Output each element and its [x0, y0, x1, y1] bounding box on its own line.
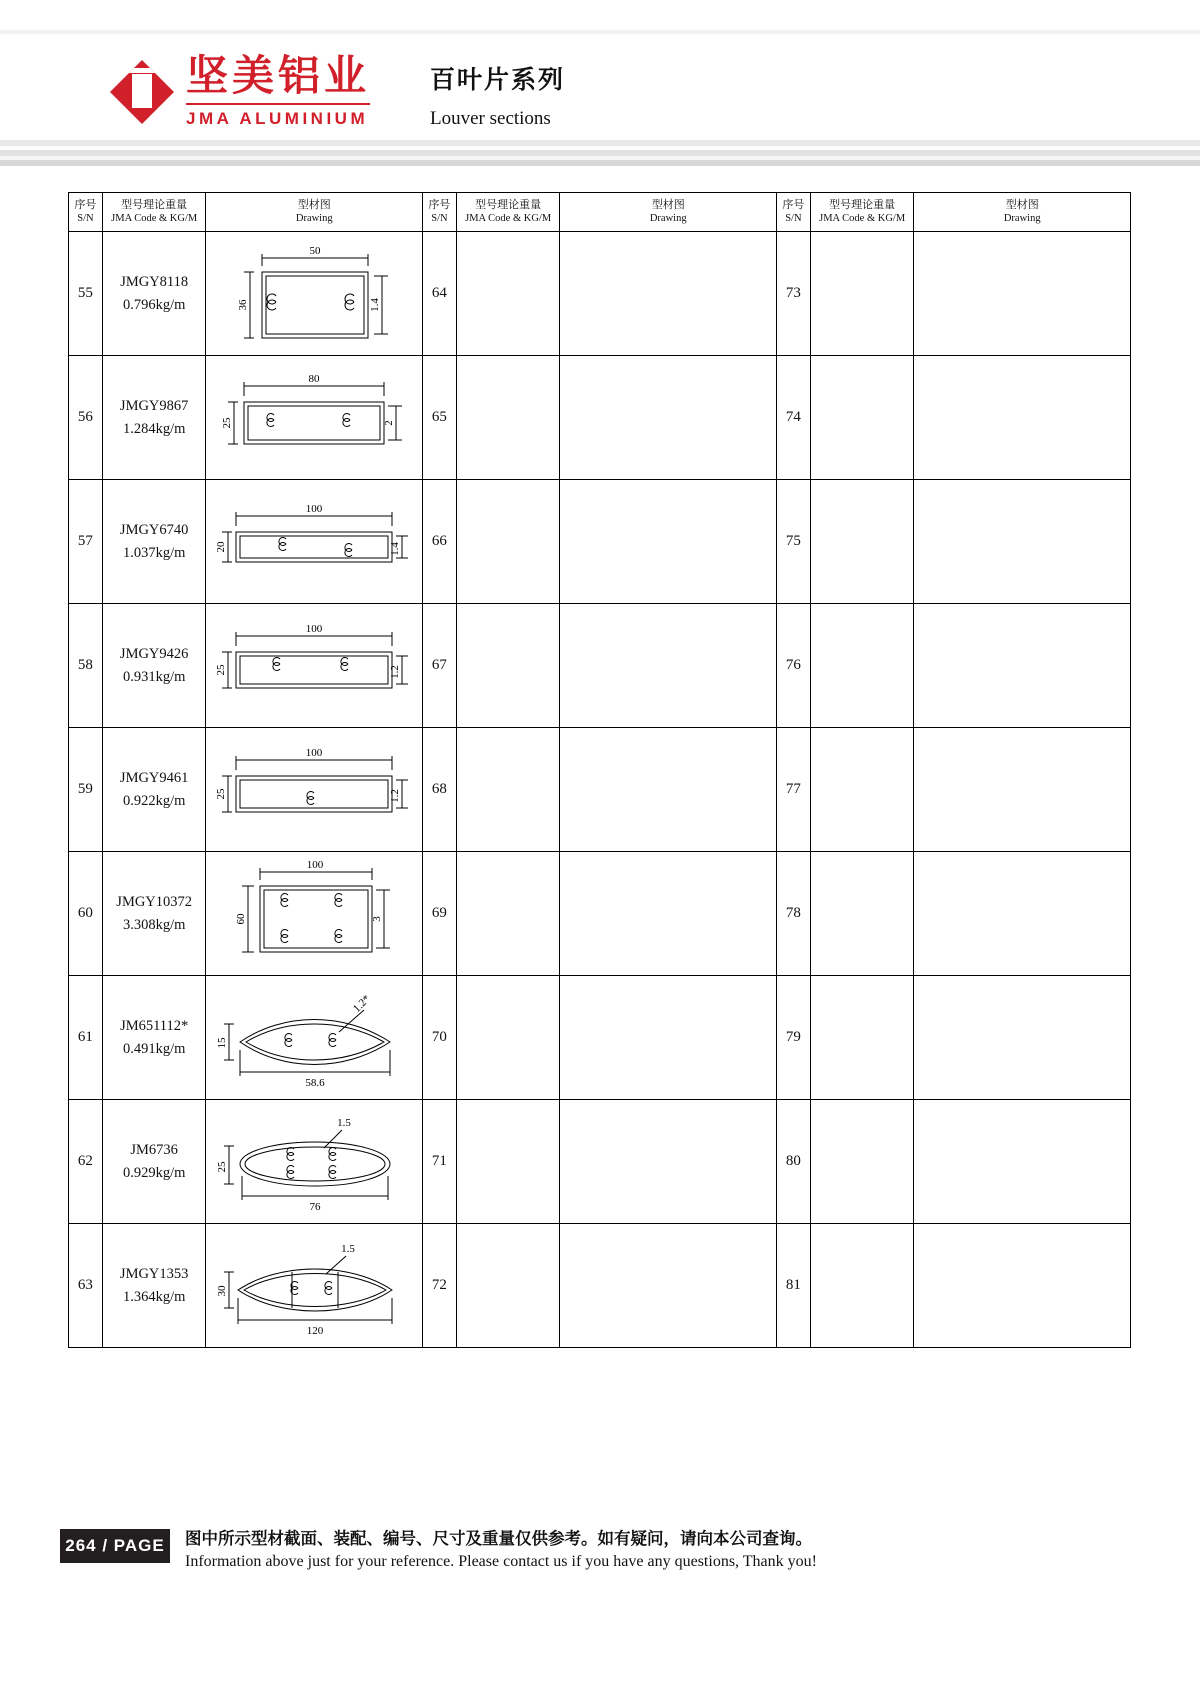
dim-left: 30 [216, 1285, 229, 1297]
header-code-cn-1: 型号理论重量 [121, 198, 188, 212]
cell-sn: 72 [422, 1224, 456, 1348]
table-row [69, 976, 1131, 1100]
cell-drawing [914, 232, 1131, 356]
header-sn-en-1: S/N [77, 213, 94, 225]
dim-top: 100 [305, 503, 323, 515]
cell-sn: 60 [69, 852, 103, 976]
cell-code [456, 728, 560, 852]
dim-right: 1.4 [369, 298, 382, 312]
table-row [69, 728, 1131, 852]
cell-drawing [206, 232, 423, 356]
dim-left: 15 [216, 1037, 229, 1049]
cell-sn: 78 [776, 852, 810, 976]
cell-code [456, 976, 560, 1100]
cell-code [810, 976, 914, 1100]
page-title-en: Louver sections [430, 108, 551, 129]
cell-drawing [560, 356, 777, 480]
profile-weight: 0.931kg/m [122, 668, 186, 685]
header-sn-2 [422, 193, 456, 232]
cell-code [810, 728, 914, 852]
cell-drawing [914, 604, 1131, 728]
cell-sn: 77 [776, 728, 810, 852]
cell-sn: 57 [69, 480, 103, 604]
cell-code [102, 356, 206, 480]
cell-sn: 58 [69, 604, 103, 728]
header-sn-en-3: S/N [785, 213, 802, 225]
header-code-en-2: JMA Code & KG/M [465, 213, 552, 225]
cell-drawing [914, 976, 1131, 1100]
profile-weight: 1.037kg/m [122, 544, 186, 561]
cell-drawing [206, 1224, 423, 1348]
page-title [430, 60, 565, 130]
page-footer [0, 1515, 1200, 1585]
header-code-en-3: JMA Code & KG/M [819, 213, 906, 225]
cell-code [456, 232, 560, 356]
dim-lead: 1.5 [341, 1243, 356, 1255]
header-code-cn-2: 型号理论重量 [475, 198, 542, 212]
cell-sn: 80 [776, 1100, 810, 1224]
table-row [69, 232, 1131, 356]
cell-code [102, 604, 206, 728]
profile-code: JMGY10372 [116, 894, 193, 911]
dim-top: 50 [309, 245, 321, 257]
dim-bottom: 58.6 [305, 1077, 325, 1089]
dim-left: 25 [215, 788, 228, 800]
cell-sn: 81 [776, 1224, 810, 1348]
cell-drawing [206, 1100, 423, 1224]
profile-weight: 1.284kg/m [122, 420, 186, 437]
header-code-2 [456, 193, 560, 232]
profile-code: JMGY8118 [120, 274, 189, 291]
cell-sn: 67 [422, 604, 456, 728]
cell-code [456, 852, 560, 976]
cell-sn: 65 [422, 356, 456, 480]
header-drawing-1 [206, 193, 423, 232]
table-row [69, 852, 1131, 976]
cell-sn: 59 [69, 728, 103, 852]
cell-drawing [914, 728, 1131, 852]
header-code-cn-3: 型号理论重量 [829, 198, 896, 212]
header-drawing-en-3: Drawing [1003, 213, 1041, 225]
profile-code: JM651112* [120, 1018, 189, 1035]
cell-sn: 68 [422, 728, 456, 852]
cell-code [102, 480, 206, 604]
profile-weight: 0.922kg/m [122, 792, 186, 809]
cell-drawing [914, 852, 1131, 976]
cell-sn: 79 [776, 976, 810, 1100]
cell-code [810, 356, 914, 480]
cell-drawing [560, 604, 777, 728]
cell-code [810, 1100, 914, 1224]
profile-code: JMGY9867 [119, 398, 189, 415]
profile-weight: 1.364kg/m [122, 1288, 186, 1305]
cell-drawing [560, 728, 777, 852]
table-row [69, 480, 1131, 604]
cell-sn: 62 [69, 1100, 103, 1224]
dim-left: 25 [216, 1161, 229, 1173]
dim-bottom: 120 [306, 1325, 324, 1337]
page-header [0, 0, 1200, 170]
header-sn-3 [776, 193, 810, 232]
cell-sn: 70 [422, 976, 456, 1100]
header-drawing-en-1: Drawing [295, 213, 333, 225]
dim-top: 100 [306, 859, 324, 871]
table-row [69, 604, 1131, 728]
profile-code: JMGY9461 [119, 770, 189, 787]
dim-right: 1.4 [389, 542, 402, 556]
cell-sn: 55 [69, 232, 103, 356]
brand-name-cn: 坚美铝业 [186, 51, 371, 100]
cell-drawing [560, 1224, 777, 1348]
dim-left: 36 [237, 299, 250, 311]
dim-left: 25 [215, 664, 228, 676]
dim-lead: 1.2* [351, 992, 374, 1015]
profile-code: JMGY9426 [119, 646, 189, 663]
cell-drawing [914, 1100, 1131, 1224]
dim-right: 2 [383, 420, 396, 426]
header-sn-en-2: S/N [431, 213, 448, 225]
cell-code [102, 232, 206, 356]
cell-sn: 64 [422, 232, 456, 356]
cell-code [456, 1100, 560, 1224]
table-row [69, 356, 1131, 480]
cell-code [102, 976, 206, 1100]
cell-sn: 56 [69, 356, 103, 480]
table-header-row [69, 193, 1131, 232]
header-drawing-2 [560, 193, 777, 232]
dim-right: 1.2 [389, 789, 402, 803]
header-sn-cn-2: 序号 [428, 198, 451, 212]
header-code-en-1: JMA Code & KG/M [111, 213, 198, 225]
dim-left: 25 [221, 417, 234, 429]
cell-code [456, 480, 560, 604]
cell-sn: 63 [69, 1224, 103, 1348]
cell-code [810, 232, 914, 356]
dim-right: 1.2 [389, 665, 402, 679]
cell-code [102, 1224, 206, 1348]
table-row [69, 1224, 1131, 1348]
header-drawing-cn-2: 型材图 [651, 198, 685, 212]
jma-diamond-logo-icon [110, 60, 174, 124]
cell-drawing [560, 480, 777, 604]
footer-note-en: Information above just for your reference. Please contact us if you have any questions, Thank you! [185, 1553, 817, 1570]
cell-code [102, 1100, 206, 1224]
dim-top: 80 [308, 373, 320, 385]
cell-code [810, 852, 914, 976]
cell-code [456, 1224, 560, 1348]
profile-weight: 0.491kg/m [122, 1040, 186, 1057]
cell-drawing [206, 356, 423, 480]
table-row [69, 1100, 1131, 1224]
profile-weight: 0.929kg/m [122, 1164, 186, 1181]
cell-drawing [560, 1100, 777, 1224]
cell-sn: 74 [776, 356, 810, 480]
cell-code [102, 728, 206, 852]
dim-left: 60 [235, 913, 248, 925]
header-sn-cn-1: 序号 [74, 198, 97, 212]
cell-sn: 69 [422, 852, 456, 976]
cell-sn: 71 [422, 1100, 456, 1224]
cell-code [810, 1224, 914, 1348]
cell-code [456, 356, 560, 480]
cell-drawing [914, 356, 1131, 480]
cell-code [102, 852, 206, 976]
header-code-3 [810, 193, 914, 232]
cell-sn: 61 [69, 976, 103, 1100]
cell-sn: 66 [422, 480, 456, 604]
header-drawing-3 [914, 193, 1131, 232]
header-sn-1 [69, 193, 103, 232]
cell-code [456, 604, 560, 728]
dim-lead: 1.5 [337, 1117, 352, 1129]
profile-weight: 0.796kg/m [122, 296, 186, 313]
brand-logo [110, 51, 371, 129]
dim-top: 100 [305, 747, 323, 759]
profile-code: JMGY1353 [119, 1266, 189, 1283]
cell-drawing [914, 1224, 1131, 1348]
cell-drawing [560, 976, 777, 1100]
dim-bottom: 76 [309, 1201, 321, 1213]
profile-weight: 3.308kg/m [122, 916, 186, 933]
cell-drawing [206, 852, 423, 976]
cell-drawing [206, 480, 423, 604]
header-drawing-cn-1: 型材图 [297, 198, 331, 212]
header-drawing-en-2: Drawing [649, 213, 687, 225]
cell-code [810, 480, 914, 604]
sections-table [68, 192, 1131, 1348]
dim-left: 20 [215, 541, 228, 553]
header-code-1 [102, 193, 206, 232]
cell-drawing [206, 728, 423, 852]
cell-drawing [914, 480, 1131, 604]
header-drawing-cn-3: 型材图 [1005, 198, 1039, 212]
header-sn-cn-3: 序号 [782, 198, 805, 212]
cell-drawing [560, 852, 777, 976]
page-title-cn: 百叶片系列 [430, 65, 566, 94]
profile-code: JMGY6740 [119, 522, 189, 539]
footer-note-cn: 图中所示型材截面、装配、编号、尺寸及重量仅供参考。如有疑问，请向本公司查询。 [185, 1529, 812, 1548]
profile-code: JM6736 [130, 1142, 178, 1159]
cell-drawing [560, 232, 777, 356]
cell-drawing [206, 604, 423, 728]
dim-top: 100 [305, 623, 323, 635]
cell-sn: 75 [776, 480, 810, 604]
dim-right: 3 [371, 916, 384, 922]
cell-sn: 73 [776, 232, 810, 356]
brand-name-en: JMA ALUMINIUM [186, 103, 370, 129]
cell-drawing [206, 976, 423, 1100]
cell-code [810, 604, 914, 728]
cell-sn: 76 [776, 604, 810, 728]
sections-table-wrapper [68, 192, 1131, 1348]
page-number-badge: 264 / PAGE [60, 1529, 170, 1563]
